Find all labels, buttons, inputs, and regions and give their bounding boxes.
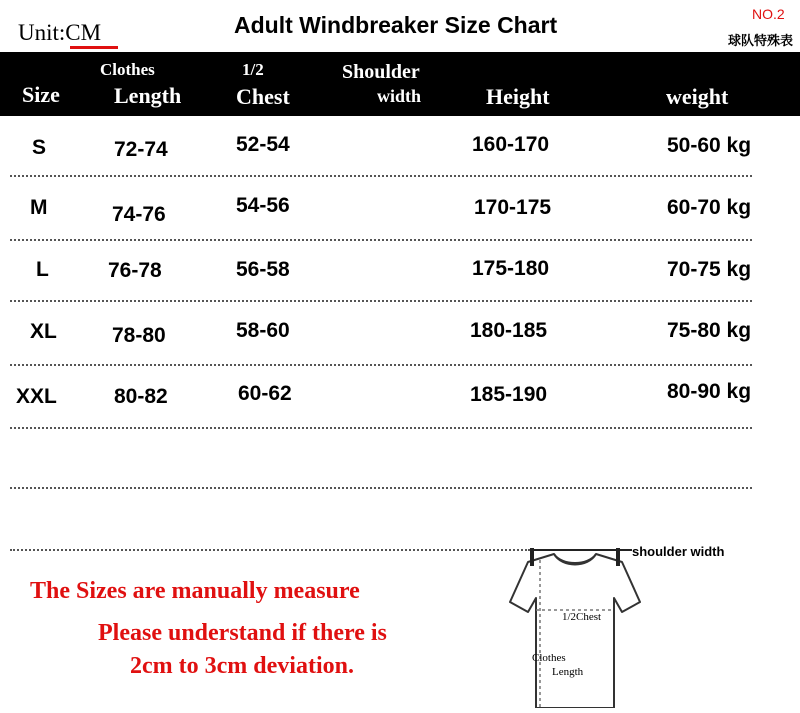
tshirt-icon <box>490 538 790 708</box>
col-clothes-top: Clothes <box>100 60 155 79</box>
col-weight: weight <box>666 84 729 109</box>
col-clothes-bottom: Length <box>114 83 182 108</box>
row-l-height: 175-180 <box>472 257 550 280</box>
row-m-length: 74-76 <box>112 203 166 226</box>
col-chest-top: 1/2 <box>242 60 264 79</box>
row-l-weight: 70-75 kg <box>667 258 752 281</box>
row-xl-height: 180-185 <box>470 319 548 342</box>
row-divider <box>10 175 752 177</box>
row-s-height: 160-170 <box>472 133 550 156</box>
row-divider <box>10 364 752 366</box>
note-line-1: The Sizes are manually measure <box>30 578 360 604</box>
note-line-3: 2cm to 3cm deviation. <box>130 653 354 679</box>
row-xl-weight: 75-80 kg <box>667 319 752 342</box>
col-shoulder-top: Shoulder <box>342 61 420 83</box>
row-xxl-length: 80-82 <box>114 385 168 408</box>
row-s-size: S <box>32 136 47 159</box>
row-s-weight: 50-60 kg <box>667 134 752 157</box>
col-shoulder-bottom: width <box>377 86 422 106</box>
row-m-weight: 60-70 kg <box>667 196 752 219</box>
row-xxl-chest: 60-62 <box>238 382 292 405</box>
col-chest-bottom: Chest <box>236 84 290 109</box>
row-m-height: 170-175 <box>474 196 552 219</box>
diagram-length-label-bottom: Length <box>552 666 584 678</box>
unit-label-text: Unit: <box>18 20 66 45</box>
col-height: Height <box>486 84 550 109</box>
tshirt-diagram <box>490 538 790 708</box>
row-divider <box>10 487 752 489</box>
row-xl-chest: 58-60 <box>236 319 290 342</box>
chart-subtitle: 球队特殊表 <box>728 33 794 48</box>
row-l-size: L <box>36 258 49 281</box>
unit-value: CM <box>65 20 102 45</box>
row-xxl-height: 185-190 <box>470 383 548 406</box>
row-l-length: 76-78 <box>108 259 162 282</box>
row-s-chest: 52-54 <box>236 133 290 156</box>
diagram-length-label-top: Clothes <box>532 652 566 664</box>
row-divider <box>10 300 752 302</box>
table-header <box>0 52 800 116</box>
row-divider <box>10 549 530 551</box>
unit-underline <box>70 46 118 49</box>
page-title: Adult Windbreaker Size Chart <box>234 12 558 38</box>
row-m-chest: 54-56 <box>236 194 290 217</box>
row-divider <box>10 427 752 429</box>
row-xl-length: 78-80 <box>112 324 166 347</box>
unit-label <box>18 20 101 46</box>
diagram-shoulder-label: shoulder width <box>632 544 725 559</box>
chart-number: NO.2 <box>752 6 785 22</box>
row-xxl-weight: 80-90 kg <box>667 380 752 403</box>
row-xxl-size: XXL <box>16 385 57 408</box>
row-s-length: 72-74 <box>114 138 168 161</box>
row-xl-size: XL <box>30 320 57 343</box>
row-l-chest: 56-58 <box>236 258 290 281</box>
row-m-size: M <box>30 196 48 219</box>
diagram-chest-label: 1/2Chest <box>562 611 602 623</box>
row-divider <box>10 239 752 241</box>
note-line-2: Please understand if there is <box>98 620 387 646</box>
col-size: Size <box>22 82 60 107</box>
